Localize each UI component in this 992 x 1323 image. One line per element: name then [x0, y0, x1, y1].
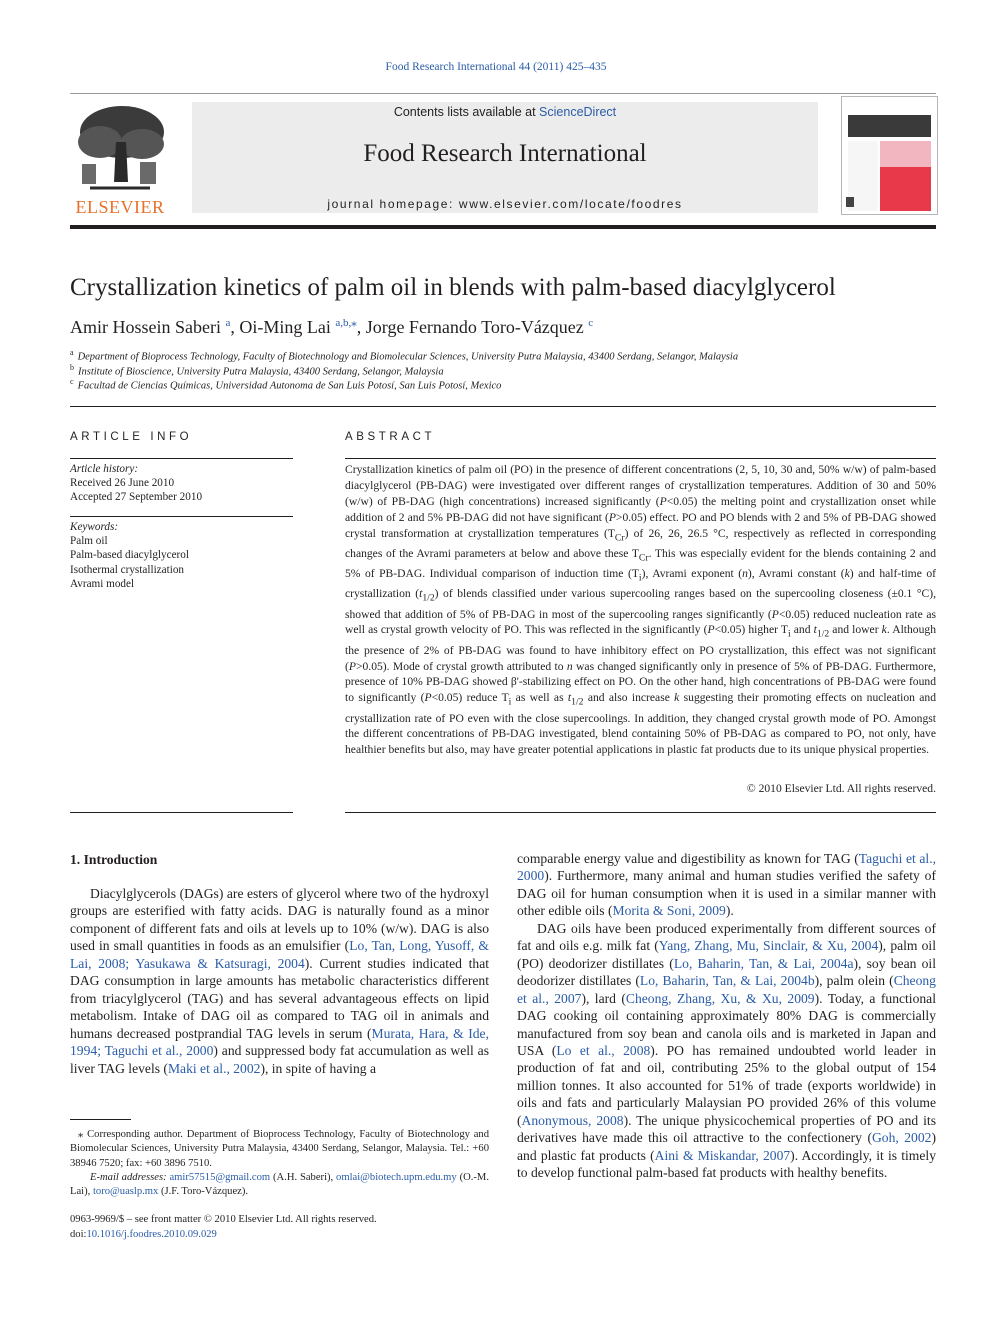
doi-label: doi: [70, 1228, 87, 1240]
author-list [70, 316, 593, 338]
author-affiliation-mark[interactable]: a [225, 317, 231, 329]
cover-image [842, 97, 937, 214]
email-owner: (A.H. Saberi), [270, 1172, 337, 1183]
issn-line: 0963-9969/$ – see front matter © 2010 Elsevier Ltd. All rights reserved. [70, 1214, 377, 1225]
abstract-copyright: © 2010 Elsevier Ltd. All rights reserved. [746, 782, 936, 795]
info-rule [70, 812, 293, 813]
footnote-rule [70, 1119, 131, 1120]
keywords-label: Keywords: [70, 521, 119, 533]
journal-cover-thumbnail [841, 96, 938, 215]
email-label: E-mail addresses: [90, 1172, 167, 1183]
affiliation-text: Department of Bioprocess Technology, Faculty of Biotechnology and Biomolecular Sciences, University Putra Malaysia, 43400 Serdang, Selangor, Malaysia [77, 351, 739, 363]
citation-link[interactable]: Maki et al., 2002 [167, 1060, 261, 1076]
abstract-rule [345, 812, 936, 813]
citation-link[interactable]: Aini & Miskandar, 2007 [654, 1147, 791, 1163]
author-separator: , [230, 317, 240, 337]
citation-link[interactable]: Lo et al., 2008 [556, 1042, 651, 1058]
contents-prefix: Contents lists available at [393, 105, 540, 119]
article-title: Crystallization kinetics of palm oil in blends with palm-based diacylglycerol [70, 274, 836, 301]
citation-link[interactable]: Taguchi et al., 2000 [517, 851, 936, 884]
title-block-rule [70, 406, 936, 407]
affiliation-mark: c [70, 377, 74, 386]
citation-link[interactable]: Murata, Hara, & Ide, 1994; Taguchi et al., 2000 [70, 1025, 489, 1059]
abstract-heading: ABSTRACT [345, 431, 436, 443]
article-info-heading: ARTICLE INFO [70, 431, 193, 443]
email-link[interactable]: amir57515@gmail.com [169, 1172, 271, 1183]
citation-link[interactable]: Morita & Soni, 2009 [612, 903, 726, 919]
keyword: Palm oil [70, 535, 108, 548]
citation-link[interactable]: Cheong, Zhang, Xu, & Xu, 2009 [625, 990, 815, 1006]
email-link[interactable]: omlai@biotech.upm.edu.my [336, 1172, 457, 1183]
keyword: Palm-based diacylglycerol [70, 549, 189, 562]
elsevier-wordmark: ELSEVIER [75, 197, 165, 217]
contents-available-line [192, 105, 818, 119]
affiliation-c [70, 377, 501, 392]
affiliation-mark: a [70, 348, 74, 357]
abstract-text: Crystallization kinetics of palm oil (PO) in the presence of different concentrations (2, 5, 10, 30 and, 50% w/w) of palm-based diacylglycerol (PB-DAG) were investigated over different ranges of crystallization temperatures. Addition of 30 and 50% (w/w) of PB-DAG (high concentrations) increased significantly (P<0.05) the melting point and crystallization onset while addition of 2 and 5% PB-DAG did not have significant (P>0.05) effect. PO and PO blends with 2 and 5% of PB-DAG showed crystal transformation at crystallization temperatures $(T_{Cr})$ of 26, 26, 26.5 °C, respectively as reflected in corresponding changes of the Avrami parameters at below and above these $T_{Cr}$. This was especially evident for the blends containing 2 and 5% of PB-DAG. Individual comparison of induction time $(T_i)$, Avrami exponent (n), Avrami constant (k) and half-time of crystallization $(t_{1/2})$ of blends classified under various supercooling ranges based on the supercooling closeness (±0.1 °C), showed that addition of 5% of PB-DAG in most of the supercooling ranges significantly (P<0.05) reduced nucleation rate as well as crystal growth velocity of PO. This was reflected in the significantly (P<0.05) higher $T_i$ and $t_{1/2}$ and lower k. Although the presence of 2% of PB-DAG was found to have inhibitory effect on PO crystallization, this effect was not significant (P>0.05). Mode of crystal growth attributed to n was changed significantly only in presence of 5% of PB-DAG. Furthermore, presence of 10% PB-DAG showed β'-stabilizing effect on PO. On the other hand, high concentrations of PB-DAG were found to significantly (P<0.05) reduce $T_i$ as well as $t_{1/2}$ and also increase k suggesting their promoting effects on nucleation and crystallization rate of PO even with the close supercoolings. In addition, they changed crystal growth mode of PO. Amongst the different concentrations of PB-DAG investigated, blend containing 50% of PB-DAG as compared to PO, not only, have healthier benefits but also, may have greater potential applications in plastic fat products due to its unique physical properties. [345, 463, 937, 757]
sciencedirect-link[interactable]: ScienceDirect [539, 105, 617, 119]
journal-title: Food Research International [363, 140, 647, 167]
abstract-rule [345, 458, 936, 459]
body-column-left [70, 885, 489, 1077]
journal-homepage-link[interactable]: journal homepage: www.elsevier.com/locate/foodres [327, 197, 683, 211]
citation-link[interactable]: Cheong et al., 2007 [517, 973, 936, 1006]
citation-link[interactable]: Yang, Zhang, Mu, Sinclair, & Xu, 2004 [658, 938, 879, 954]
front-matter [70, 1213, 377, 1242]
introduction-heading: 1. Introduction [70, 852, 158, 867]
affiliation-a [70, 348, 738, 363]
keyword: Isothermal crystallization [70, 563, 185, 576]
affiliation-text: Institute of Bioscience, University Putra Malaysia, 43400 Serdang, Selangor, Malaysia [78, 366, 444, 378]
citation-link[interactable]: Anonymous, 2008 [521, 1112, 624, 1128]
accepted-date: Accepted 27 September 2010 [70, 491, 203, 504]
author-name: Amir Hossein Saberi [70, 317, 221, 337]
body-column-right [517, 850, 936, 1182]
journal-citation[interactable]: Food Research International 44 (2011) 425–435 [385, 61, 607, 73]
intro-paragraph: Diacylglycerols (DAGs) are esters of glycerol where two of the hydroxyl groups are esterified with fatty acids. DAG is naturally found as a minor component of different fats and oils at levels up to 10% (w/w). DAG is also used in small quantities in foods as an emulsifier (Lo, Tan, Long, Yusoff, & Lai, 2008; Yasukawa & Katsuragi, 2004). Current studies indicated that DAG consumption in large amounts has metabolic characteristics different from triacylglycerol (TAG) and has several advantageous effects on lipid metabolism. Intake of DAG oil as compared to TAG oil in animals and humans decreased postprandial TAG levels in serum (Murata, Hara, & Ide, 1994; Taguchi et al., 2000) and suppressed body fat accumulation as well as liver TAG levels (Maki et al., 2002), in spite of having a [70, 886, 489, 1076]
masthead-bottom-rule [70, 225, 936, 229]
email-footnote [70, 1171, 489, 1200]
keywords-block [70, 520, 189, 591]
affiliation-b [70, 363, 444, 378]
citation-link[interactable]: Lo, Tan, Long, Yusoff, & Lai, 2008; Yasukawa & Katsuragi, 2004 [70, 938, 489, 971]
corresponding-author-footnote: ⁎ Corresponding author. Department of Bioprocess Technology, Faculty of Biotechnology and Biomolecular Sciences, University Putra Malaysia, 43400 Serdang, Selangor, Malaysia. Tel.: +60 38946 7520; fax: +60 3896 7510. [70, 1129, 489, 1169]
author-affiliation-mark[interactable]: a,b,⁎ [335, 317, 357, 329]
author-separator: , [356, 317, 366, 337]
doi-line [70, 1228, 377, 1243]
email-link[interactable]: toro@uaslp.mx [92, 1186, 159, 1198]
masthead-top-rule [70, 93, 936, 94]
received-date: Received 26 June 2010 [70, 477, 175, 490]
citation-link[interactable]: Lo, Baharin, Tan, & Lai, 2004b [639, 973, 815, 989]
history-label: Article history: [70, 463, 139, 475]
affiliation-text: Facultad de Ciencias Químicas, Universidad Autonoma de San Luis Potosí, San Luis Potosí, Mexico [77, 380, 502, 392]
info-rule [70, 458, 293, 459]
doi-link[interactable]: 10.1016/j.foodres.2010.09.029 [86, 1228, 217, 1240]
intro-paragraph: DAG oils have been produced experimentally from different sources of fat and oils e.g. milk fat (Yang, Zhang, Mu, Sinclair, & Xu, 2004), palm oil (PO) deodorizer distillates (Lo, Baharin, Tan, & Lai, 2004a), soy bean oil deodorizer distillates (Lo, Baharin, Tan, & Lai, 2004b), palm olein (Cheong et al., 2007), lard (Cheong, Zhang, Xu, & Xu, 2009). Today, a functional DAG cooking oil containing approximately 80% DAG is commercially manufactured from soy bean and canola oils and is marketed in Japan and USA (Lo et al., 2008). PO has remained undoubted world leader in production of fat and oil, contributing 25% to the global output of 154 million tonnes. It also accounted for 51% of trade (exports worldwide) in oils and fats and particularly Malaysian PO provided 26% of this volume (Anonymous, 2008). The unique physicochemical properties of PO and its derivatives have made this oil attractive to the confectionery (Goh, 2002) and plastic fat products (Aini & Miskandar, 2007). Accordingly, it is timely to develop functional palm-based fat products with healthy benefits. [517, 920, 937, 1181]
author-name: Jorge Fernando Toro-Vázquez [365, 317, 584, 337]
affiliation-mark: b [70, 363, 74, 372]
email-owner: (O.-M. Lai), [70, 1172, 490, 1198]
email-owner: (J.F. Toro-Vázquez). [158, 1186, 249, 1198]
elsevier-tree-icon [70, 102, 170, 197]
info-rule [70, 516, 293, 517]
author-affiliation-mark[interactable]: c [588, 317, 594, 329]
citation-link[interactable]: Lo, Baharin, Tan, & Lai, 2004a [673, 955, 854, 971]
keyword: Avrami model [70, 577, 135, 590]
author-name: Oi-Ming Lai [239, 317, 331, 337]
intro-paragraph: comparable energy value and digestibility as known for TAG (Taguchi et al., 2000). Furthermore, many animal and human studies verified the safety of DAG oil for human consumption when it is used in a similar manner with other edible oils (Morita & Soni, 2009). [517, 851, 936, 919]
citation-link[interactable]: Goh, 2002 [871, 1130, 932, 1146]
article-history [70, 462, 202, 505]
